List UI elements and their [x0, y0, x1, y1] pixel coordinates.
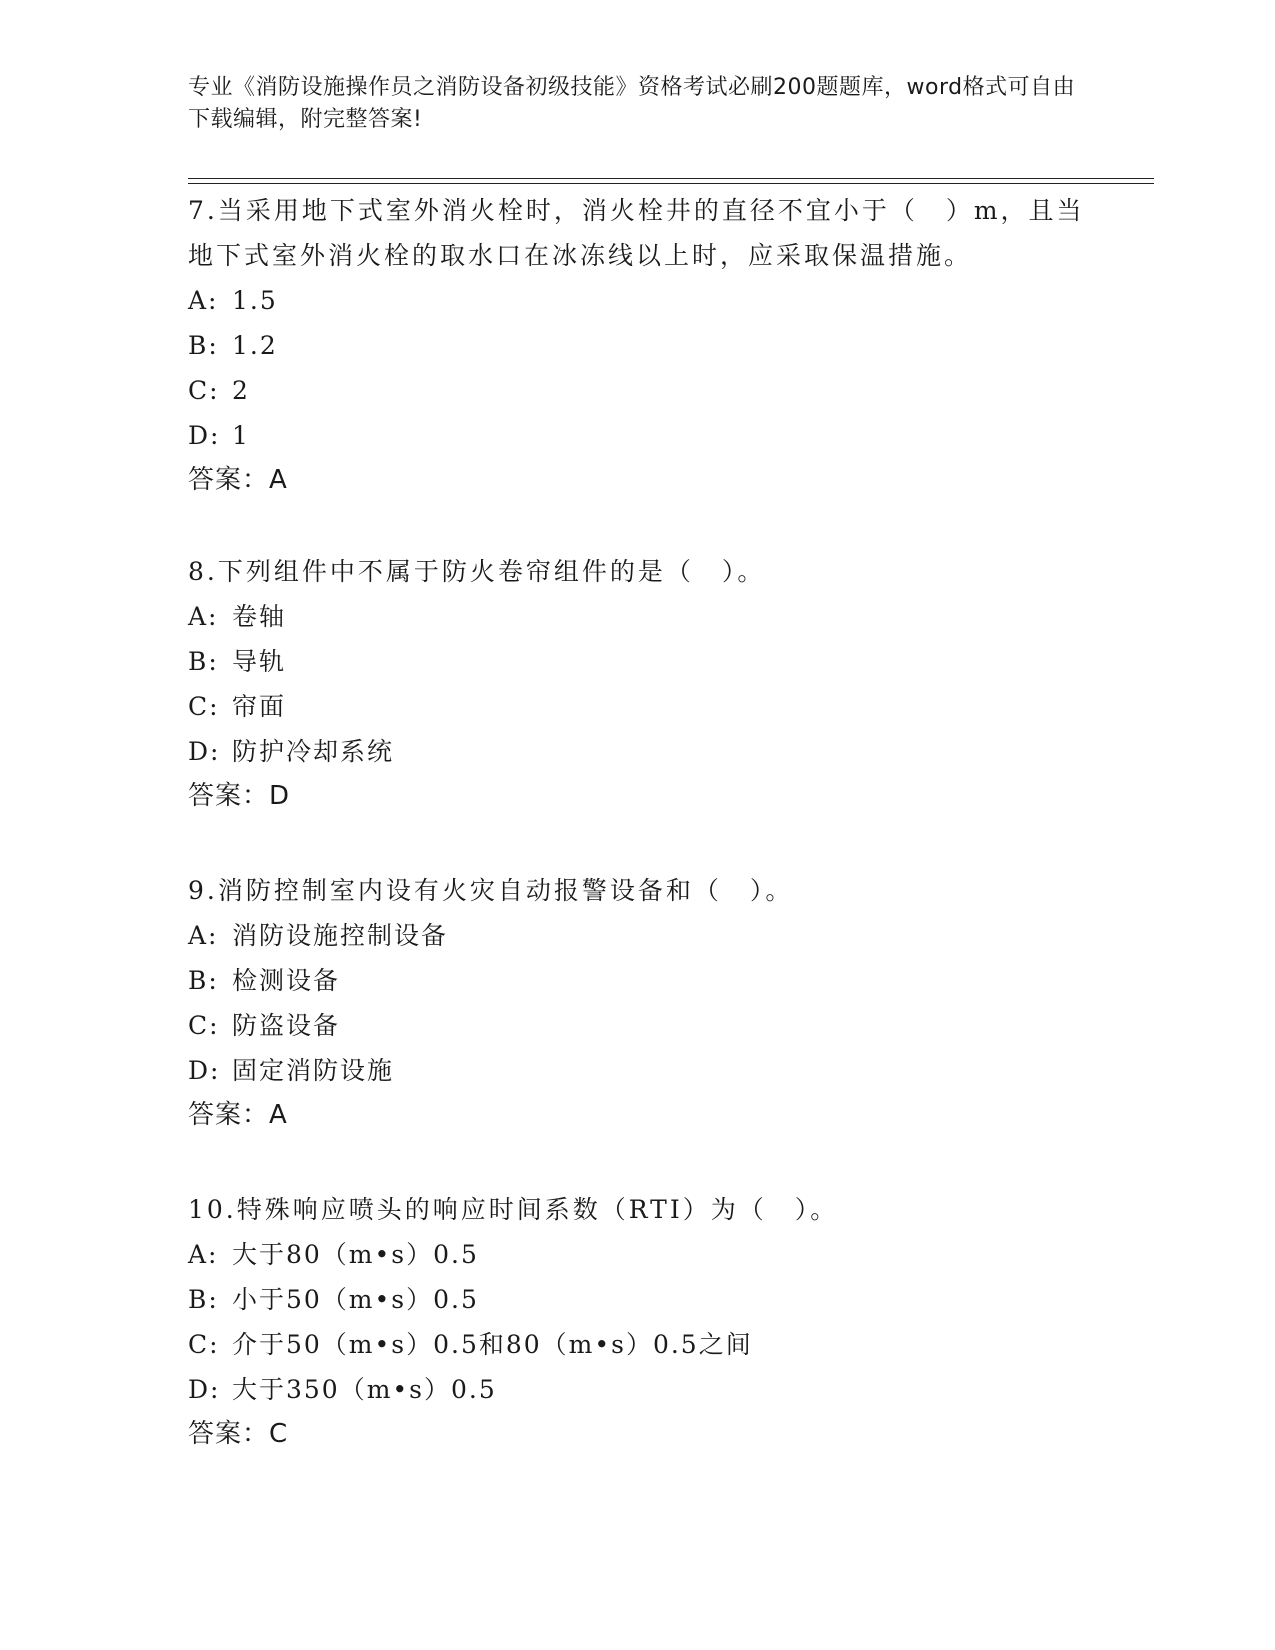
document-intro: 专业《消防设施操作员之消防设备初级技能》资格考试必刷200题题库，word格式可自由下载编辑，附完整答案! [188, 75, 1076, 132]
option-key: A: [188, 1240, 219, 1269]
option-key: A: [188, 921, 219, 950]
option-text: 卷轴 [232, 602, 287, 631]
option-text: 1.2 [232, 331, 278, 360]
option-text: 防护冷却系统 [232, 737, 395, 766]
option-text: 小于50（m•s）0.5 [232, 1285, 479, 1314]
option-key: B: [188, 966, 219, 995]
option-text: 消防设施控制设备 [232, 921, 449, 950]
question-stem: 7.当采用地下式室外消火栓时，消火栓井的直径不宜小于（ ）m，且当地下式室外消火栓的取水口在冰冻线以上时，应采取保温措施。 [188, 196, 1085, 270]
option-b [188, 323, 1088, 368]
question-stem: 9.消防控制室内设有火灾自动报警设备和（ ）。 [188, 876, 794, 905]
option-a [188, 594, 1088, 639]
question-stem: 10.特殊响应喷头的响应时间系数（RTI）为（ ）。 [188, 1195, 839, 1224]
answer-line: 答案：A [188, 1100, 288, 1130]
option-key: C: [188, 1330, 220, 1359]
option-key: C: [188, 1011, 220, 1040]
option-text: 防盗设备 [232, 1011, 341, 1040]
option-key: A: [188, 286, 219, 315]
option-b [188, 639, 1088, 684]
option-a [188, 913, 1088, 958]
option-key: C: [188, 692, 220, 721]
option-key: D: [188, 1375, 221, 1404]
option-text: 大于350（m•s）0.5 [232, 1375, 497, 1404]
option-key: B: [188, 647, 219, 676]
option-c [188, 1322, 1088, 1367]
option-c [188, 1003, 1088, 1048]
option-d [188, 729, 1088, 774]
question-9 [188, 868, 1088, 1138]
option-text: 大于80（m•s）0.5 [232, 1240, 479, 1269]
option-key: C: [188, 376, 220, 405]
option-d [188, 413, 1088, 458]
option-c [188, 684, 1088, 729]
option-key: D: [188, 1056, 221, 1085]
answer-line: 答案：A [188, 465, 288, 495]
option-text: 帘面 [232, 692, 287, 721]
question-10 [188, 1187, 1088, 1457]
option-b [188, 1277, 1088, 1322]
option-text: 2 [232, 376, 250, 405]
option-key: B: [188, 1285, 219, 1314]
header-divider-top [188, 178, 1154, 179]
option-text: 1.5 [232, 286, 278, 315]
option-a [188, 1232, 1088, 1277]
option-key: D: [188, 421, 221, 450]
option-a [188, 278, 1088, 323]
option-text: 检测设备 [232, 966, 341, 995]
option-text: 导轨 [232, 647, 287, 676]
option-key: A: [188, 602, 219, 631]
question-8 [188, 549, 1088, 819]
option-b [188, 958, 1088, 1003]
question-7 [188, 188, 1088, 503]
option-text: 介于50（m•s）0.5和80（m•s）0.5之间 [232, 1330, 753, 1359]
answer-line: 答案：C [188, 1419, 289, 1449]
option-text: 1 [232, 421, 250, 450]
option-text: 固定消防设施 [232, 1056, 395, 1085]
header-divider-bottom [188, 183, 1154, 184]
option-d [188, 1367, 1088, 1412]
option-key: B: [188, 331, 219, 360]
option-c [188, 368, 1088, 413]
answer-line: 答案：D [188, 781, 291, 811]
question-stem: 8.下列组件中不属于防火卷帘组件的是（ ）。 [188, 557, 766, 586]
option-key: D: [188, 737, 221, 766]
option-d [188, 1048, 1088, 1093]
